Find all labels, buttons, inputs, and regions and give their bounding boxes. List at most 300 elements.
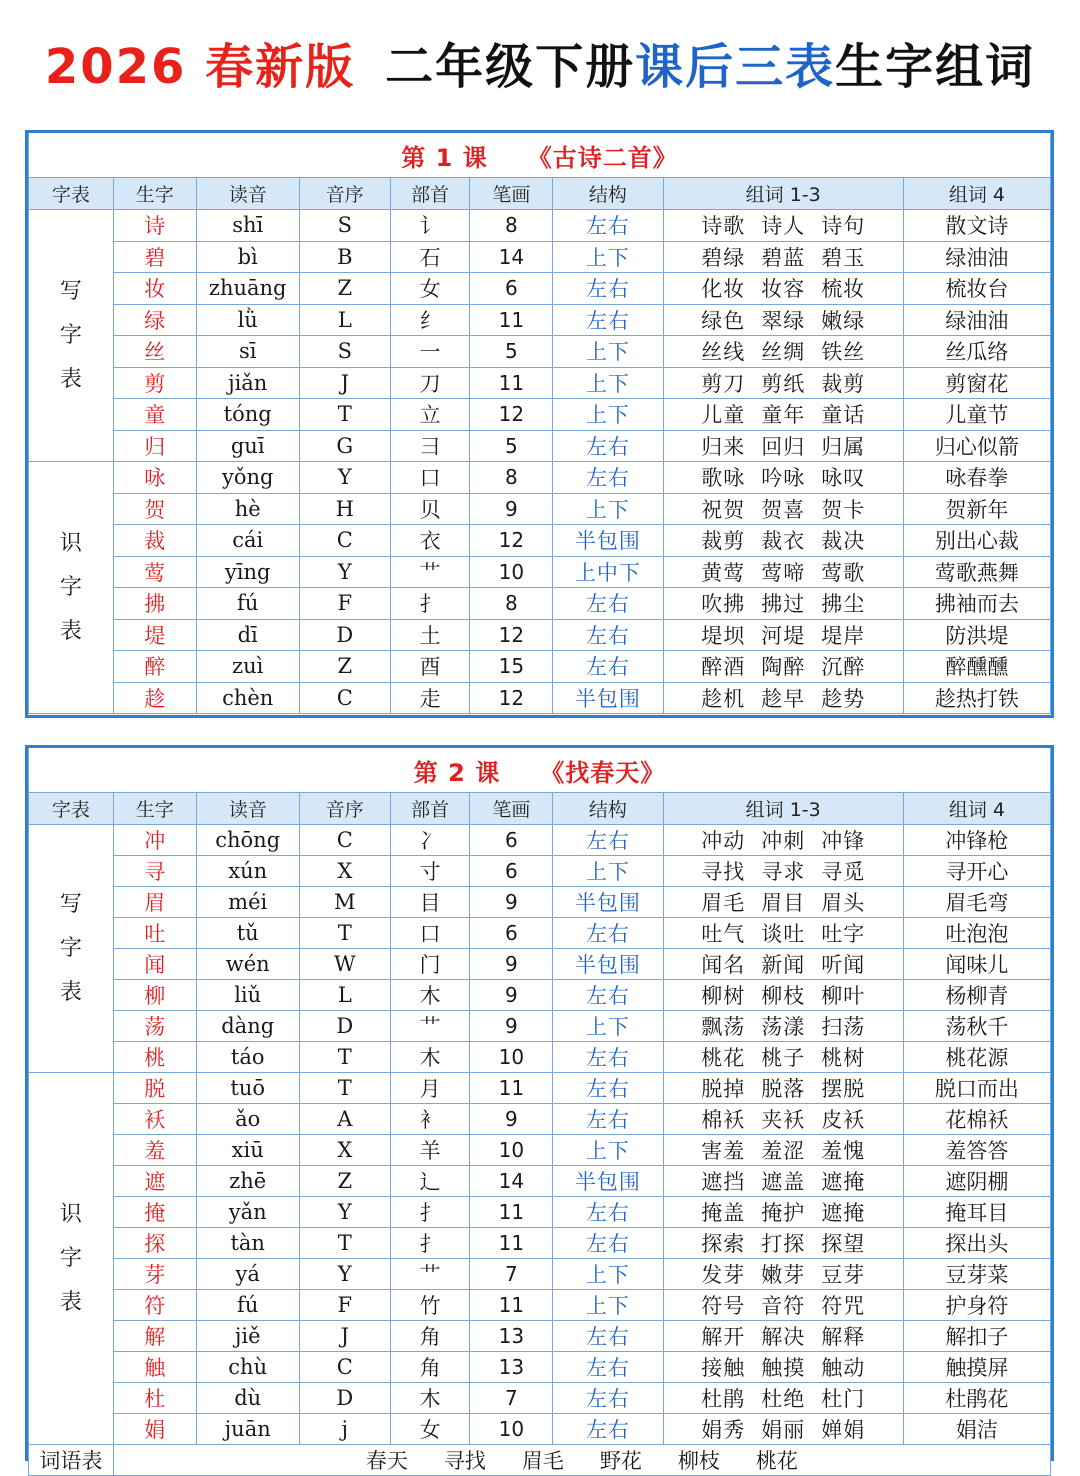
word: 铁丝: [821, 340, 866, 365]
words-1-3: [663, 1352, 903, 1383]
pinyin: chèn: [196, 682, 299, 714]
stroke-count: 10: [470, 1042, 553, 1073]
radical: 石: [390, 241, 470, 273]
initial: X: [299, 856, 390, 887]
word: 皮袄: [821, 1108, 866, 1132]
pinyin: sī: [196, 336, 299, 368]
table-row: [29, 682, 1051, 714]
word: 拂过: [761, 592, 806, 617]
stroke-count: 10: [470, 1414, 553, 1445]
word: 趁势: [821, 686, 866, 711]
lesson-grid: [28, 748, 1051, 1476]
lesson-number: 第 2 课: [413, 758, 501, 787]
lesson-header-row: [29, 748, 1051, 793]
word: 绿色: [701, 308, 746, 333]
structure: 半包围: [553, 1166, 663, 1197]
pinyin: liǔ: [196, 980, 299, 1011]
word-4: 杜鹃花: [903, 1383, 1050, 1414]
pinyin: wén: [196, 949, 299, 980]
words-1-3: [663, 887, 903, 918]
radical: 彐: [390, 430, 470, 462]
pinyin: guī: [196, 430, 299, 462]
radical: 寸: [390, 856, 470, 887]
word: 裁剪: [701, 529, 746, 554]
pinyin: chù: [196, 1352, 299, 1383]
word-4: 护身符: [903, 1290, 1050, 1321]
word: 新闻: [761, 953, 806, 977]
initial: C: [299, 682, 390, 714]
word: 解开: [701, 1325, 746, 1349]
character: 荡: [113, 1011, 196, 1042]
word: 接触: [701, 1356, 746, 1380]
ciyu-word: 寻找: [443, 1449, 486, 1473]
word: 杜绝: [761, 1387, 806, 1411]
character: 羞: [113, 1135, 196, 1166]
table-row: [29, 1042, 1051, 1073]
character: 闻: [113, 949, 196, 980]
word: 探望: [821, 1232, 866, 1256]
words-1-3: [663, 462, 903, 494]
word-4: 娟洁: [903, 1414, 1050, 1445]
word-4: 醉醺醺: [903, 651, 1050, 683]
word: 裁衣: [761, 529, 806, 554]
word: 童话: [821, 403, 866, 428]
initial: D: [299, 1383, 390, 1414]
radical: 角: [390, 1352, 470, 1383]
word: 黄莺: [701, 560, 746, 585]
word: 寻觅: [821, 860, 866, 884]
words-1-3: [663, 651, 903, 683]
pinyin: yá: [196, 1259, 299, 1290]
character: 芽: [113, 1259, 196, 1290]
word: 莺歌: [821, 560, 866, 585]
word: 河堤: [761, 623, 806, 648]
stroke-count: 11: [470, 1197, 553, 1228]
table-row: [29, 367, 1051, 399]
word-4: 杨柳青: [903, 980, 1050, 1011]
structure: 左右: [553, 210, 663, 242]
pinyin: méi: [196, 887, 299, 918]
table-row: [29, 588, 1051, 620]
word: 柳树: [701, 984, 746, 1008]
word: 羞涩: [761, 1139, 806, 1163]
character: 触: [113, 1352, 196, 1383]
stroke-count: 15: [470, 651, 553, 683]
table-row: [29, 493, 1051, 525]
initial: T: [299, 399, 390, 431]
words-1-3: [663, 1383, 903, 1414]
group-label: [29, 1073, 114, 1445]
words-1-3: [663, 588, 903, 620]
initial: A: [299, 1104, 390, 1135]
word-4: 别出心裁: [903, 525, 1050, 557]
column-header: 组词 4: [903, 178, 1050, 210]
word-4: 绿油油: [903, 304, 1050, 336]
table-row: [29, 336, 1051, 368]
word-4: 桃花源: [903, 1042, 1050, 1073]
radical: 角: [390, 1321, 470, 1352]
radical: 扌: [390, 1197, 470, 1228]
word-4: 冲锋枪: [903, 825, 1050, 856]
stroke-count: 7: [470, 1383, 553, 1414]
stroke-count: 10: [470, 556, 553, 588]
words-1-3: [663, 525, 903, 557]
radical: 纟: [390, 304, 470, 336]
table-row: [29, 1104, 1051, 1135]
word: 符号: [701, 1294, 746, 1318]
word: 符咒: [821, 1294, 866, 1318]
pinyin: jiě: [196, 1321, 299, 1352]
table-row: [29, 619, 1051, 651]
word: 桃子: [761, 1046, 806, 1070]
column-header: 笔画: [470, 178, 553, 210]
title-edition: 2026 春新版: [44, 38, 356, 95]
column-header: 生字: [113, 178, 196, 210]
structure: 上下: [553, 1259, 663, 1290]
structure: 左右: [553, 825, 663, 856]
table-row: [29, 1259, 1051, 1290]
word: 眉目: [761, 891, 806, 915]
stroke-count: 11: [470, 1228, 553, 1259]
structure: 左右: [553, 1321, 663, 1352]
word-4: 触摸屏: [903, 1352, 1050, 1383]
structure: 左右: [553, 462, 663, 494]
initial: D: [299, 619, 390, 651]
stroke-count: 12: [470, 682, 553, 714]
word: 掩盖: [701, 1201, 746, 1225]
ciyu-word: 眉毛: [521, 1449, 564, 1473]
word: 柳枝: [761, 984, 806, 1008]
stroke-count: 13: [470, 1321, 553, 1352]
word: 触动: [821, 1356, 866, 1380]
radical: 扌: [390, 588, 470, 620]
radical: 木: [390, 1383, 470, 1414]
stroke-count: 12: [470, 619, 553, 651]
stroke-count: 10: [470, 1135, 553, 1166]
word: 醉酒: [701, 655, 746, 680]
word: 翠绿: [761, 308, 806, 333]
word: 遮掩: [821, 1201, 866, 1225]
column-header: 笔画: [470, 793, 553, 825]
radical: 艹: [390, 1259, 470, 1290]
column-header: 结构: [553, 793, 663, 825]
word: 寻找: [701, 860, 746, 884]
radical: 羊: [390, 1135, 470, 1166]
structure: 左右: [553, 304, 663, 336]
stroke-count: 11: [470, 367, 553, 399]
structure: 左右: [553, 588, 663, 620]
table-row: [29, 918, 1051, 949]
word: 沉醉: [821, 655, 866, 680]
word: 谈吐: [761, 922, 806, 946]
initial: Z: [299, 1166, 390, 1197]
character: 遮: [113, 1166, 196, 1197]
word: 触摸: [761, 1356, 806, 1380]
group-label: [29, 462, 114, 714]
structure: 左右: [553, 619, 663, 651]
pinyin: zhē: [196, 1166, 299, 1197]
table-row: [29, 462, 1051, 494]
structure: 半包围: [553, 949, 663, 980]
table-row: [29, 556, 1051, 588]
initial: C: [299, 825, 390, 856]
words-1-3: [663, 1073, 903, 1104]
character: 拂: [113, 588, 196, 620]
initial: F: [299, 1290, 390, 1321]
word: 贺喜: [761, 497, 806, 522]
word: 莺啼: [761, 560, 806, 585]
pinyin: fú: [196, 588, 299, 620]
word-4: 脱口而出: [903, 1073, 1050, 1104]
word: 遮盖: [761, 1170, 806, 1194]
pinyin: zhuāng: [196, 273, 299, 305]
word-4: 咏春拳: [903, 462, 1050, 494]
word: 打探: [761, 1232, 806, 1256]
table-row: [29, 1414, 1051, 1445]
table-row: [29, 980, 1051, 1011]
ciyu-word: 柳枝: [677, 1449, 720, 1473]
initial: Z: [299, 273, 390, 305]
character: 掩: [113, 1197, 196, 1228]
table-row: [29, 430, 1051, 462]
words-1-3: [663, 1166, 903, 1197]
word: 脱落: [761, 1077, 806, 1101]
character: 杜: [113, 1383, 196, 1414]
table-row: [29, 304, 1051, 336]
page-title: [0, 0, 1080, 124]
character: 吐: [113, 918, 196, 949]
words-1-3: [663, 336, 903, 368]
table-row: [29, 1011, 1051, 1042]
structure: 左右: [553, 1228, 663, 1259]
word: 寻求: [761, 860, 806, 884]
word: 娟丽: [761, 1418, 806, 1442]
column-header: 生字: [113, 793, 196, 825]
character: 归: [113, 430, 196, 462]
column-header: 音序: [299, 793, 390, 825]
word: 眉毛: [701, 891, 746, 915]
ciyu-label: 词语表: [29, 1445, 114, 1476]
column-header: 组词 1-3: [663, 793, 903, 825]
structure: 左右: [553, 1197, 663, 1228]
structure: 上下: [553, 1011, 663, 1042]
stroke-count: 9: [470, 887, 553, 918]
words-1-3: [663, 949, 903, 980]
ciyu-row: [29, 1445, 1051, 1476]
structure: 半包围: [553, 682, 663, 714]
pinyin: tǔ: [196, 918, 299, 949]
table-row: [29, 1166, 1051, 1197]
pinyin: fú: [196, 1290, 299, 1321]
word: 裁剪: [821, 371, 866, 396]
table-row: [29, 825, 1051, 856]
stroke-count: 6: [470, 856, 553, 887]
words-1-3: [663, 1321, 903, 1352]
words-1-3: [663, 399, 903, 431]
word: 遮挡: [701, 1170, 746, 1194]
radical: 口: [390, 462, 470, 494]
words-1-3: [663, 430, 903, 462]
word: 吹拂: [701, 592, 746, 617]
title-grade: 二年级下册: [385, 38, 636, 95]
word-4: 散文诗: [903, 210, 1050, 242]
group-label: [29, 825, 114, 1073]
pinyin: juān: [196, 1414, 299, 1445]
initial: S: [299, 210, 390, 242]
structure: 上下: [553, 399, 663, 431]
word-4: 绿油油: [903, 241, 1050, 273]
word: 拂尘: [821, 592, 866, 617]
pinyin: tuō: [196, 1073, 299, 1104]
character: 醉: [113, 651, 196, 683]
stroke-count: 6: [470, 825, 553, 856]
word: 剪刀: [701, 371, 746, 396]
structure: 左右: [553, 1352, 663, 1383]
column-header: 部首: [390, 178, 470, 210]
pinyin: cái: [196, 525, 299, 557]
word: 脱掉: [701, 1077, 746, 1101]
stroke-count: 14: [470, 1166, 553, 1197]
initial: T: [299, 1042, 390, 1073]
radical: 竹: [390, 1290, 470, 1321]
table-row: [29, 1197, 1051, 1228]
character: 咏: [113, 462, 196, 494]
word: 归属: [821, 434, 866, 459]
initial: F: [299, 588, 390, 620]
stroke-count: 9: [470, 493, 553, 525]
ciyu-words: [113, 1445, 1050, 1476]
word: 碧玉: [821, 245, 866, 270]
table-row: [29, 210, 1051, 242]
character: 剪: [113, 367, 196, 399]
radical: 艹: [390, 556, 470, 588]
column-header: 字表: [29, 793, 114, 825]
initial: Z: [299, 651, 390, 683]
radical: 辶: [390, 1166, 470, 1197]
pinyin: bì: [196, 241, 299, 273]
character: 探: [113, 1228, 196, 1259]
stroke-count: 5: [470, 430, 553, 462]
ciyu-word: 桃花: [755, 1449, 798, 1473]
radical: 月: [390, 1073, 470, 1104]
pinyin: ǎo: [196, 1104, 299, 1135]
word: 祝贺: [701, 497, 746, 522]
structure: 左右: [553, 430, 663, 462]
word-4: 掩耳目: [903, 1197, 1050, 1228]
word: 豆芽: [821, 1263, 866, 1287]
initial: j: [299, 1414, 390, 1445]
pinyin: dù: [196, 1383, 299, 1414]
radical: 门: [390, 949, 470, 980]
lesson-heading: [29, 133, 1051, 178]
character: 堤: [113, 619, 196, 651]
word: 荡漾: [761, 1015, 806, 1039]
word: 诗歌: [701, 214, 746, 239]
character: 桃: [113, 1042, 196, 1073]
stroke-count: 11: [470, 1073, 553, 1104]
lesson-number: 第 1 课: [401, 143, 488, 172]
table-row: [29, 651, 1051, 683]
character: 莺: [113, 556, 196, 588]
table-row: [29, 1352, 1051, 1383]
words-1-3: [663, 210, 903, 242]
word-4: 防洪堤: [903, 619, 1050, 651]
word: 眉头: [821, 891, 866, 915]
words-1-3: [663, 1228, 903, 1259]
character: 妆: [113, 273, 196, 305]
character: 童: [113, 399, 196, 431]
word: 化妆: [701, 277, 746, 302]
word: 闻名: [701, 953, 746, 977]
words-1-3: [663, 682, 903, 714]
radical: 女: [390, 273, 470, 305]
table-row: [29, 1228, 1051, 1259]
column-header: 结构: [553, 178, 663, 210]
word-4: 儿童节: [903, 399, 1050, 431]
character: 眉: [113, 887, 196, 918]
word: 吐字: [821, 922, 866, 946]
word-4: 莺歌燕舞: [903, 556, 1050, 588]
table-row: [29, 1383, 1051, 1414]
table-row: [29, 525, 1051, 557]
pinyin: jiǎn: [196, 367, 299, 399]
words-1-3: [663, 825, 903, 856]
initial: T: [299, 918, 390, 949]
word: 掩护: [761, 1201, 806, 1225]
word: 遮掩: [821, 1170, 866, 1194]
radical: 冫: [390, 825, 470, 856]
structure: 左右: [553, 1073, 663, 1104]
column-header: 音序: [299, 178, 390, 210]
word-4: 解扣子: [903, 1321, 1050, 1352]
initial: D: [299, 1011, 390, 1042]
radical: 衤: [390, 1104, 470, 1135]
radical: 一: [390, 336, 470, 368]
initial: Y: [299, 462, 390, 494]
column-header: 读音: [196, 793, 299, 825]
word: 吟咏: [761, 466, 806, 491]
words-1-3: [663, 304, 903, 336]
structure: 上下: [553, 1135, 663, 1166]
radical: 口: [390, 918, 470, 949]
word: 害羞: [701, 1139, 746, 1163]
initial: L: [299, 304, 390, 336]
words-1-3: [663, 1290, 903, 1321]
word-4: 吐泡泡: [903, 918, 1050, 949]
column-header: 部首: [390, 793, 470, 825]
radical: 走: [390, 682, 470, 714]
word: 妆容: [761, 277, 806, 302]
structure: 左右: [553, 1042, 663, 1073]
pinyin: yīng: [196, 556, 299, 588]
word: 柳叶: [821, 984, 866, 1008]
word: 棉袄: [701, 1108, 746, 1132]
word: 解决: [761, 1325, 806, 1349]
radical: 酉: [390, 651, 470, 683]
character: 柳: [113, 980, 196, 1011]
structure: 半包围: [553, 525, 663, 557]
word: 碧绿: [701, 245, 746, 270]
pinyin: táo: [196, 1042, 299, 1073]
word: 陶醉: [761, 655, 806, 680]
word: 杜鹃: [701, 1387, 746, 1411]
character: 裁: [113, 525, 196, 557]
structure: 半包围: [553, 887, 663, 918]
character: 脱: [113, 1073, 196, 1104]
word: 堤坝: [701, 623, 746, 648]
word: 咏叹: [821, 466, 866, 491]
stroke-count: 8: [470, 462, 553, 494]
